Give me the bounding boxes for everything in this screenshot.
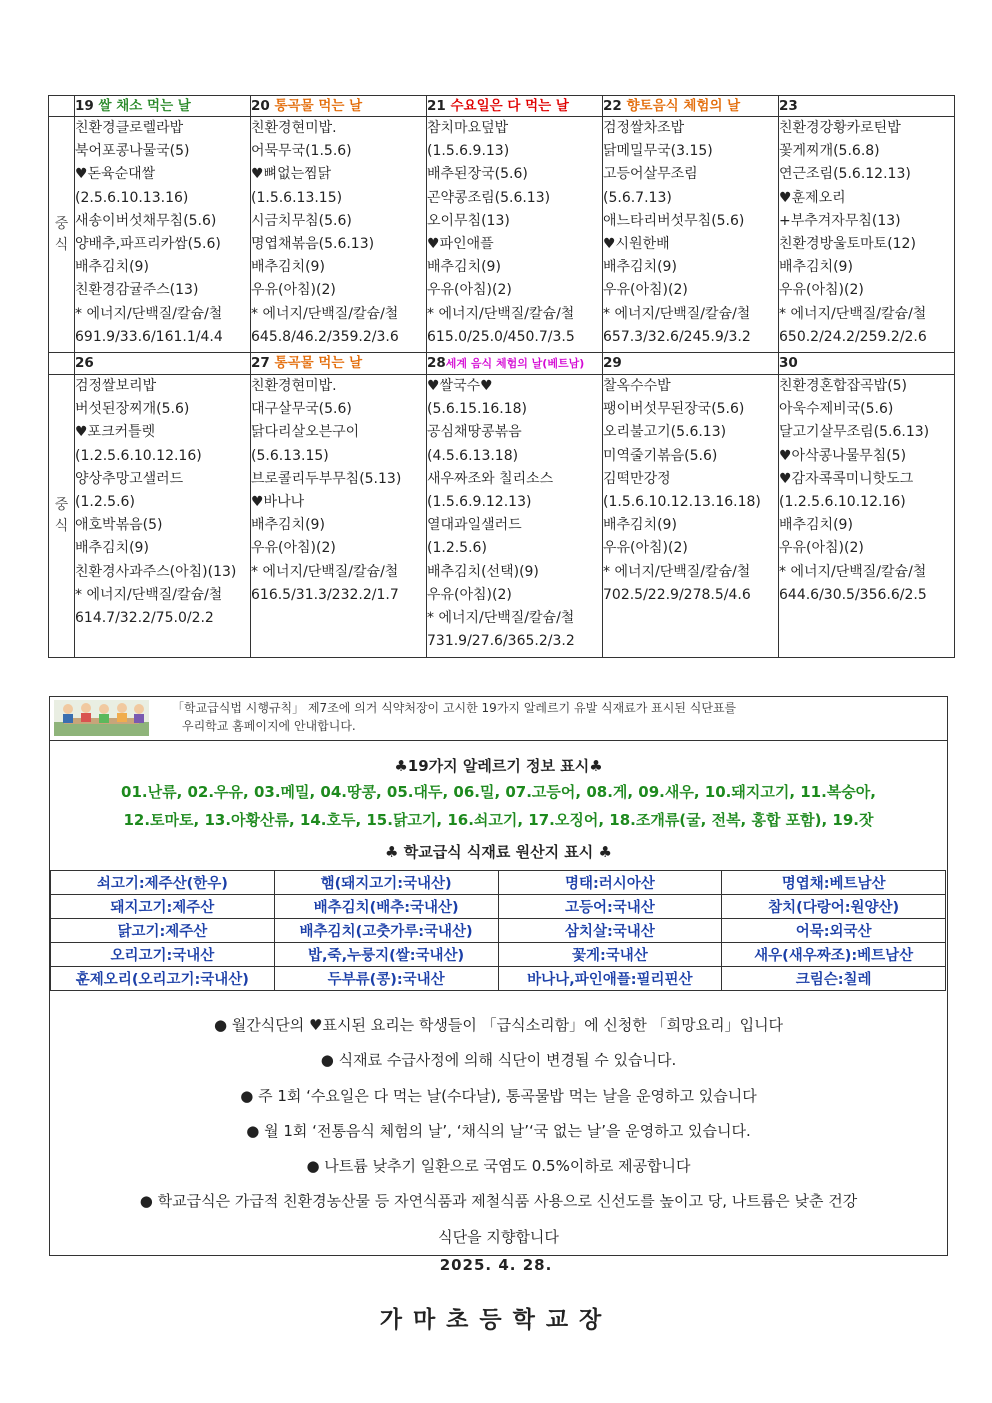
menu-item: (1.5.6.9.12.13)	[427, 494, 532, 511]
menu-item: 오이무침(13)	[427, 212, 510, 229]
menu-item: (5.6.7.13)	[603, 189, 672, 206]
menu-item: 양상추망고샐러드	[75, 470, 184, 487]
menu-item: (5.6.13.15)	[251, 447, 329, 464]
origin-cell: 오리고기:국내산	[51, 943, 275, 967]
menu-item: * 에너지/단백질/칼슘/철	[603, 563, 751, 580]
day-header: 22 향토음식 체험의 날	[603, 96, 779, 117]
menu-item: 친환경감귤주스(13)	[75, 282, 199, 299]
origin-cell: 배추김치(배추:국내산)	[274, 895, 498, 919]
origin-cell: 크림슨:칠레	[722, 967, 946, 991]
allergy-line: 12.토마토, 13.아황산류, 14.호두, 15.닭고기, 16.쇠고기, 17.오징어, 18.조개류(굴, 전복, 홍합 포함), 19.잣	[123, 811, 874, 829]
notice-line: 「학교급식법 시행규칙」 제7조에 의거 식약처장이 고시한 19가지 알레르기 유발 식재료가 표시된 식단표를	[172, 701, 737, 715]
notes	[50, 1008, 947, 1255]
menu-item: 배추된장국(5.6)	[427, 166, 528, 183]
origin-row	[51, 871, 946, 895]
menu-item: (1.2.5.6)	[75, 494, 135, 511]
week1-header-row	[49, 96, 955, 117]
menu-item: 우유(아침)(2)	[427, 586, 512, 603]
day-menu	[779, 375, 955, 658]
menu-item: 우유(아침)(2)	[603, 282, 688, 299]
note-line: ● 월 1회 ‘전통음식 체험의 날’, ‘채식의 날’‘국 없는 날’을 운영하고 있습니다.	[246, 1121, 751, 1140]
menu-item: +부추겨자무침(13)	[779, 212, 901, 229]
origin-cell: 새우(새우짜조):베트남산	[722, 943, 946, 967]
origin-cell: 돼지고기:제주산	[51, 895, 275, 919]
origin-cell: 참치(다랑어:원양산)	[722, 895, 946, 919]
allergy-line: 01.난류, 02.우유, 03.메밀, 04.땅콩, 05.대두, 06.밀, 07.고등어, 08.게, 09.새우, 10.돼지고기, 11.복숭아,	[121, 783, 876, 801]
origin-cell: 햄(돼지고기:국내산)	[274, 871, 498, 895]
menu-item: (2.5.6.10.13.16)	[75, 189, 189, 206]
menu-item: 달고기살무조림(5.6.13)	[779, 424, 930, 441]
menu-item: ♥바나나	[251, 494, 305, 511]
menu-item: 우유(아침)(2)	[779, 282, 864, 299]
origin-row	[51, 895, 946, 919]
menu-item: 우유(아침)(2)	[779, 540, 864, 557]
menu-item: 연근조림(5.6.12.13)	[779, 166, 911, 183]
menu-item: 애느타리버섯무침(5.6)	[603, 212, 745, 229]
info-box	[49, 696, 948, 1256]
menu-item: 우유(아침)(2)	[251, 540, 336, 557]
menu-item: (1.2.5.6.10.12.16)	[779, 494, 906, 511]
day-header: 27 통곡물 먹는 날	[251, 353, 427, 375]
menu-item: (4.5.6.13.18)	[427, 447, 519, 464]
day-header: 29	[603, 353, 779, 375]
menu-item: 새우짜조와 칠리소스	[427, 470, 554, 487]
menu-item: 검정쌀보리밥	[75, 378, 157, 394]
week2-menu-row	[49, 375, 955, 658]
menu-item: 참치마요덮밥	[427, 120, 509, 136]
menu-table	[48, 95, 955, 658]
origin-cell: 밥,죽,누룽지(쌀:국내산)	[274, 943, 498, 967]
menu-item: 시금치무침(5.6)	[251, 212, 352, 229]
menu-item: 친환경강황카로틴밥	[779, 120, 901, 136]
menu-item: 657.3/32.6/245.9/3.2	[603, 328, 751, 345]
menu-item: (1.2.5.6.10.12.16)	[75, 447, 202, 464]
menu-item: * 에너지/단백질/칼슘/철	[779, 563, 927, 580]
origin-cell: 훈제오리(오리고기:국내산)	[51, 967, 275, 991]
menu-item: 배추김치(9)	[603, 259, 677, 276]
menu-item: 친환경클로렐라밥	[75, 120, 184, 136]
origin-cell: 명엽채:베트남산	[722, 871, 946, 895]
origin-row	[51, 919, 946, 943]
menu-item: * 에너지/단백질/칼슘/철	[251, 305, 399, 322]
origin-cell: 삼치살:국내산	[498, 919, 722, 943]
day-menu	[427, 117, 603, 353]
menu-item: * 에너지/단백질/칼슘/철	[75, 305, 223, 322]
menu-item: 배추김치(9)	[427, 259, 501, 276]
issue-date: 2025. 4. 28.	[439, 1256, 553, 1274]
menu-item: * 에너지/단백질/칼슘/철	[251, 563, 399, 580]
menu-item: 배추김치(9)	[251, 259, 325, 276]
menu-item: 배추김치(9)	[603, 517, 677, 534]
menu-item: (5.6.15.16.18)	[427, 401, 527, 418]
day-header: 23	[779, 96, 955, 117]
origin-cell: 바나나,파인애플:필리핀산	[498, 967, 722, 991]
menu-item: 우유(아침)(2)	[427, 282, 512, 299]
menu-item: * 에너지/단백질/칼슘/철	[75, 586, 223, 603]
menu-item: ♥포크커틀렛	[75, 424, 156, 441]
menu-item: 650.2/24.2/259.2/2.6	[779, 328, 927, 345]
origin-cell: 어묵:외국산	[722, 919, 946, 943]
origin-cell: 배추김치(고춧가루:국내산)	[274, 919, 498, 943]
note-line: ● 주 1회 ‘수요일은 다 먹는 날(수다날), 통곡물밥 먹는 날을 운영하고 있습니다	[240, 1086, 757, 1105]
menu-item: 꽃게찌개(5.6.8)	[779, 143, 880, 160]
menu-item: ♥시원한배	[603, 236, 670, 253]
allergy-list	[50, 778, 947, 834]
menu-item: 614.7/32.2/75.0/2.2	[75, 610, 214, 627]
origin-cell: 두부류(콩):국내산	[274, 967, 498, 991]
origin-cell: 꽃게:국내산	[498, 943, 722, 967]
menu-item: * 에너지/단백질/칼슘/철	[427, 610, 575, 627]
day-header: 26	[75, 353, 251, 375]
menu-item: 배추김치(9)	[75, 540, 149, 557]
origin-cell: 쇠고기:제주산(한우)	[51, 871, 275, 895]
menu-item: 명엽채볶음(5.6.13)	[251, 236, 375, 253]
menu-item: 찰옥수수밥	[603, 378, 671, 394]
menu-item: 검정쌀차조밥	[603, 120, 685, 136]
day-header: 30	[779, 353, 955, 375]
day-menu	[603, 117, 779, 353]
menu-item: * 에너지/단백질/칼슘/철	[779, 305, 927, 322]
menu-item: 616.5/31.3/232.2/1.7	[251, 586, 399, 603]
menu-item: 배추김치(9)	[75, 259, 149, 276]
note-line: ● 월간식단의 ♥표시된 요리는 학생들이 「급식소리함」에 신청한 「희망요리」입니다	[213, 1016, 784, 1034]
menu-item: 배추김치(선택)(9)	[427, 563, 539, 580]
menu-item: 닭메밀무국(3.15)	[603, 143, 713, 160]
allergy-notice	[50, 697, 947, 741]
note-line: 식단을 지향합니다	[438, 1227, 559, 1246]
note-line: ● 나트륨 낮추기 일환으로 국염도 0.5%이하로 제공합니다	[306, 1157, 691, 1176]
menu-item: 702.5/22.9/278.5/4.6	[603, 586, 751, 603]
meal-label: 중식	[49, 117, 75, 353]
menu-item: 우유(아침)(2)	[251, 282, 336, 299]
menu-item: (1.5.6.10.12.13.16.18)	[603, 494, 761, 511]
allergy-title: ♣19가지 알레르기 정보 표시♣	[394, 757, 603, 775]
menu-item: (1.2.5.6)	[427, 540, 487, 557]
menu-item: ♥뼈없는찜닭	[251, 166, 332, 183]
day-header: 20 통곡물 먹는 날	[251, 96, 427, 117]
meal-label: 중식	[49, 375, 75, 658]
menu-item: 대구살무국(5.6)	[251, 401, 352, 418]
note-line: ● 학교급식은 가급적 친환경농산물 등 자연식품과 제철식품 사용으로 신선도를 높이고 당, 나트륨은 낮춘 건강	[139, 1192, 858, 1211]
origin-row	[51, 943, 946, 967]
day-header: 28세계 음식 체험의 날(베트남)	[427, 353, 603, 375]
menu-item: 645.8/46.2/359.2/3.6	[251, 328, 399, 345]
day-menu	[251, 117, 427, 353]
day-header: 19 쌀 채소 먹는 날	[75, 96, 251, 117]
menu-item: 친환경현미밥.	[251, 120, 337, 136]
menu-item: 공심채땅콩볶음	[427, 424, 522, 441]
menu-item: * 에너지/단백질/칼슘/철	[603, 305, 751, 322]
menu-item: 미역줄기볶음(5.6)	[603, 447, 718, 464]
day-header: 21 수요일은 다 먹는 날	[427, 96, 603, 117]
menu-item: 배추김치(9)	[779, 259, 853, 276]
day-menu	[75, 117, 251, 353]
menu-item: 친환경현미밥.	[251, 378, 337, 394]
day-menu	[779, 117, 955, 353]
menu-item: 닭다리살오븐구이	[251, 424, 360, 441]
corner-cell	[49, 96, 75, 117]
menu-item: 691.9/33.6/161.1/4.4	[75, 328, 223, 345]
menu-item: (1.5.6.9.13)	[427, 143, 510, 160]
menu-item: 팽이버섯무된장국(5.6)	[603, 401, 745, 418]
menu-item: 버섯된장찌개(5.6)	[75, 401, 190, 418]
menu-item: (1.5.6.13.15)	[251, 189, 343, 206]
origin-table	[50, 870, 946, 991]
menu-item: 곤약콩조림(5.6.13)	[427, 189, 551, 206]
menu-item: ♥감자콕콕미니핫도그	[779, 470, 914, 487]
menu-item: 어묵무국(1.5.6)	[251, 143, 352, 160]
students-illustration	[54, 700, 149, 736]
menu-item: 애호박볶음(5)	[75, 517, 163, 534]
origin-row	[51, 967, 946, 991]
corner-cell	[49, 353, 75, 375]
signature: 가마초등학교장	[379, 1307, 613, 1333]
menu-item: ♥아삭콩나물무침(5)	[779, 447, 907, 464]
menu-item: ♥쌀국수♥	[427, 378, 493, 394]
menu-item: 644.6/30.5/356.6/2.5	[779, 586, 927, 603]
menu-item: 양배추,파프리카쌈(5.6)	[75, 236, 221, 253]
menu-item: 친환경사과주스(아침)(13)	[75, 563, 237, 580]
menu-item: 김떡만강정	[603, 470, 671, 487]
menu-item: ♥파인애플	[427, 236, 494, 253]
day-menu	[251, 375, 427, 658]
menu-item: 배추김치(9)	[779, 517, 853, 534]
origin-cell: 명태:러시아산	[498, 871, 722, 895]
origin-cell: 고등어:국내산	[498, 895, 722, 919]
menu-item: 고등어살무조림	[603, 166, 698, 183]
menu-item: 친환경방울토마토(12)	[779, 236, 916, 253]
menu-item: 우유(아침)(2)	[603, 540, 688, 557]
menu-item: 731.9/27.6/365.2/3.2	[427, 633, 575, 650]
menu-item: 브로콜리두부무침(5.13)	[251, 470, 402, 487]
menu-item: 열대과일샐러드	[427, 517, 522, 534]
day-menu	[427, 375, 603, 658]
origin-cell: 닭고기:제주산	[51, 919, 275, 943]
menu-item: 친환경혼합잡곡밥(5)	[779, 378, 908, 394]
menu-item: 북어포콩나물국(5)	[75, 143, 190, 160]
menu-item: * 에너지/단백질/칼슘/철	[427, 305, 575, 322]
day-menu	[75, 375, 251, 658]
week2-header-row	[49, 353, 955, 375]
menu-item: ♥훈제오리	[779, 189, 846, 206]
notice-line: 우리학교 홈페이지에 안내합니다.	[182, 719, 356, 733]
note-line: ● 식재료 수급사정에 의해 식단이 변경될 수 있습니다.	[320, 1051, 677, 1070]
menu-item: 오리불고기(5.6.13)	[603, 424, 727, 441]
menu-item: 615.0/25.0/450.7/3.5	[427, 328, 575, 345]
menu-item: 새송이버섯채무침(5.6)	[75, 212, 217, 229]
menu-item: 배추김치(9)	[251, 517, 325, 534]
menu-item: 아욱수제비국(5.6)	[779, 401, 894, 418]
origin-title: ♣ 학교급식 식재료 원산지 표시 ♣	[385, 843, 612, 861]
menu-item: ♥돈육순대쌀	[75, 166, 156, 183]
day-menu	[603, 375, 779, 658]
week1-menu-row	[49, 117, 955, 353]
